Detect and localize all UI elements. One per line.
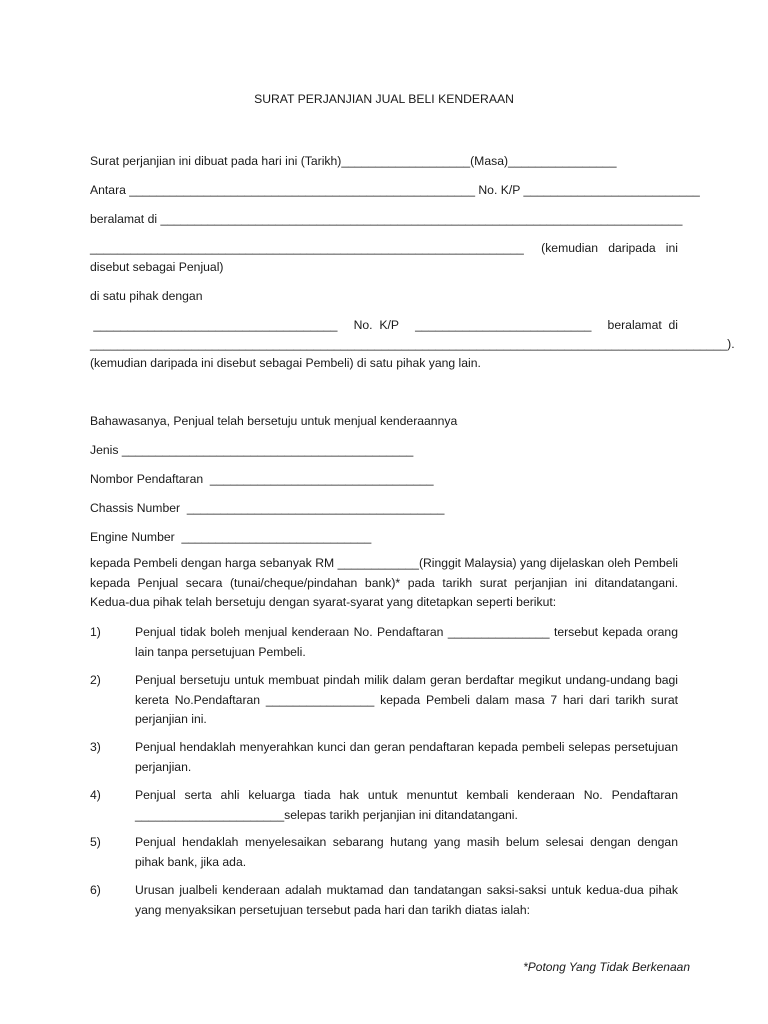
beralamat-line: beralamat di _____________________________________________________________________________ <box>90 212 683 226</box>
item-text: Urusan jualbeli kenderaan adalah muktamad dan tandatangan saksi-saksi untuk kedua-dua pihak yang menyaksikan persetujuan tersebut pada hari dan tarikh diatas ialah: <box>135 883 678 917</box>
item-text: Penjual serta ahli keluarga tiada hak untuk menuntut kembali kenderaan No. Pendaftaran ______________________selepas tarikh perjanjian ini ditandatangani. <box>135 788 678 822</box>
nombor-pendaftaran-line: Nombor Pendaftaran _________________________________ <box>90 472 434 486</box>
pihak-line: di satu pihak dengan <box>90 289 203 303</box>
item-text: Penjual bersetuju untuk membuat pindah milik dalam geran berdaftar megikut undang-undang bagi kereta No.Pendaftaran ________________ kepada Pembeli dalam masa 7 hari dari tarikh surat perjanjian ini. <box>135 673 678 726</box>
intro-line: Surat perjanjian ini dibuat pada hari ini (Tarikh)___________________(Masa)________________ <box>90 154 617 168</box>
item-number: 3) <box>90 740 101 754</box>
buyer-beralamat-label: beralamat di <box>607 318 678 332</box>
item-number: 5) <box>90 835 101 849</box>
harga-paragraph: kepada Pembeli dengan harga sebanyak RM ____________(Ringgit Malaysia) yang dijelaskan oleh Pembeli kepada Penjual secara (tunai/cheque/pindahan bank)* pada tarikh surat perjanjian ini ditandatangani. Kedua-dua pihak telah bersetuju dengan syarat-syarat yang ditetapkan seperti berikut: <box>90 556 678 609</box>
buyer-kp-blank: __________________________ <box>415 318 592 332</box>
engine-number-line: Engine Number ____________________________ <box>90 530 372 544</box>
item-number: 6) <box>90 883 101 897</box>
seller-line <box>90 240 678 256</box>
buyer-kp-label: No. K/P <box>353 318 399 332</box>
buyer-row <box>90 317 678 333</box>
item-text: Penjual hendaklah menyelesaikan sebarang hutang yang masih belum selesai dengan dengan pihak bank, jika ada. <box>135 835 678 869</box>
item-number: 1) <box>90 625 101 639</box>
seller-blank: ________________________________________________________________ <box>90 241 524 255</box>
jenis-line: Jenis ___________________________________________ <box>90 443 414 457</box>
item-number: 4) <box>90 788 101 802</box>
seller-suffix: (kemudian daripada ini <box>541 241 678 255</box>
buyer-role-line: (kemudian daripada ini disebut sebagai Pembeli) di satu pihak yang lain. <box>90 356 481 370</box>
item-text: Penjual hendaklah menyerahkan kunci dan geran pendaftaran kepada pembeli selepas persetujuan perjanjian. <box>135 740 678 774</box>
antara-line: Antara ___________________________________________________ No. K/P __________________________ <box>90 183 700 197</box>
bahawasanya-line: Bahawasanya, Penjual telah bersetuju untuk menjual kenderaannya <box>90 414 458 428</box>
buyer-name-blank: ____________________________________ <box>90 318 338 332</box>
item-text: Penjual tidak boleh menjual kenderaan No. Pendaftaran _______________ tersebut kepada orang lain tanpa persetujuan Pembeli. <box>135 625 678 659</box>
footnote: *Potong Yang Tidak Berkenaan <box>523 960 690 974</box>
item-number: 2) <box>90 673 101 687</box>
buyer-address-line: ______________________________________________________________________________________________). <box>90 337 735 351</box>
chassis-number-line: Chassis Number ______________________________________ <box>90 501 445 515</box>
document-title: SURAT PERJANJIAN JUAL BELI KENDERAAN <box>254 92 514 106</box>
seller-role-line: disebut sebagai Penjual) <box>90 260 224 274</box>
